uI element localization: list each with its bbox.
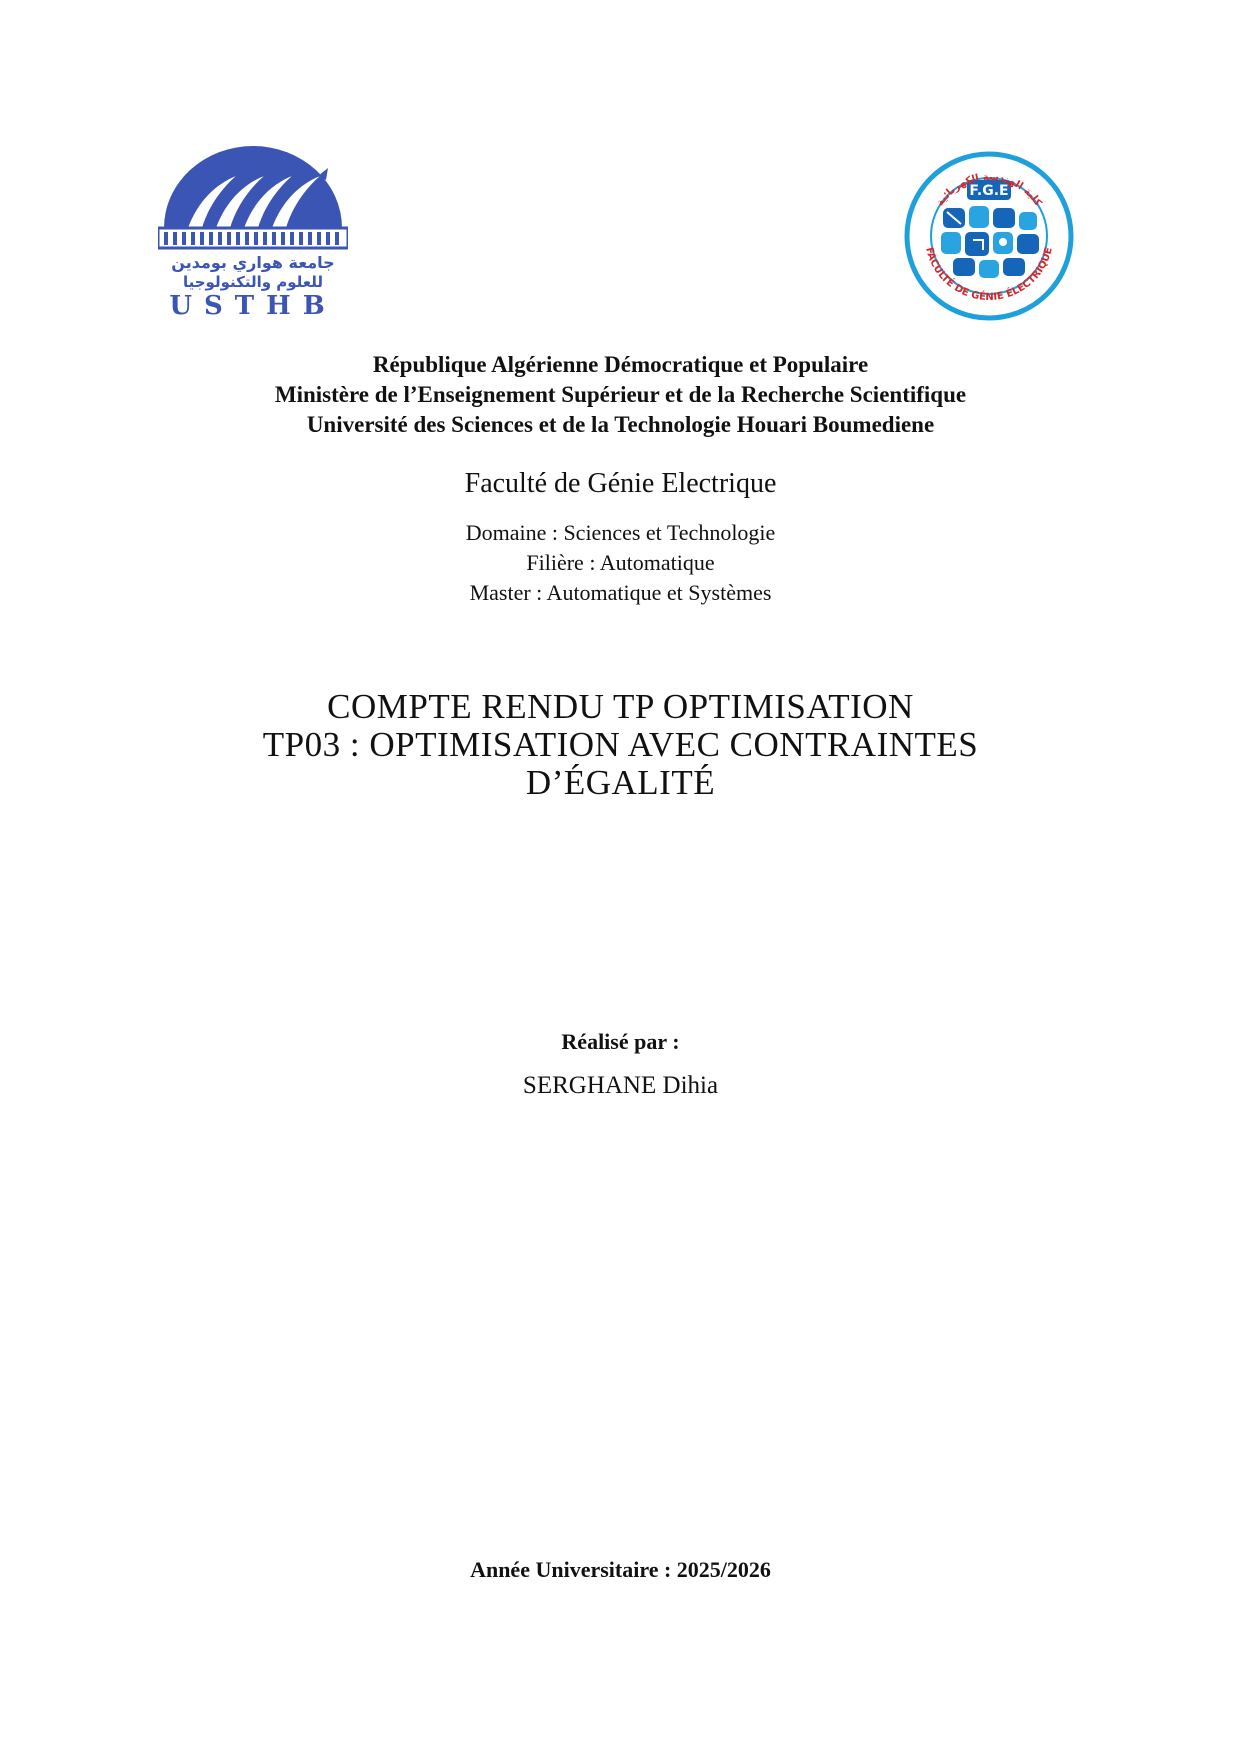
university-line: Université des Sciences et de la Technologie Houari Boumediene: [306, 412, 935, 437]
usthb-arabic-line1: جامعة هواري بومدين: [171, 253, 335, 272]
republic-line: République Algérienne Démocratique et Populaire: [372, 352, 869, 377]
faculty-name: Faculté de Génie Electrique: [464, 468, 777, 499]
institution-header: [0, 350, 1241, 440]
report-title: [0, 688, 1241, 802]
usthb-logo-icon: [158, 146, 348, 318]
author-label: Réalisé par :: [561, 1029, 680, 1054]
domaine-line: Domaine : Sciences et Technologie: [465, 520, 776, 545]
report-title-line2: TP03 : OPTIMISATION AVEC CONTRAINTES: [262, 725, 979, 764]
programme-info: [0, 518, 1241, 608]
fge-ring-text: FACULTÉ DE GÉNIE ÉLECTRIQUE: [923, 246, 1055, 304]
report-title-line1: COMPTE RENDU TP OPTIMISATION: [327, 687, 914, 726]
author-name: SERGHANE Dihia: [522, 1072, 719, 1099]
usthb-arabic-line2: للعلوم والتكنولوجيا: [182, 273, 324, 291]
usthb-acronym: USTHB: [169, 291, 337, 318]
fge-acronym: F.G.E: [969, 183, 1009, 199]
academic-year: Année Universitaire : 2025/2026: [470, 1557, 771, 1582]
ministry-line: Ministère de l’Enseignement Supérieur et de la Recherche Scientifique: [274, 382, 967, 407]
fge-arabic-ring-text: كلية الهندسة الكهربائية: [934, 171, 1044, 209]
report-title-line3: D’ÉGALITÉ: [525, 763, 716, 802]
filiere-line: Filière : Automatique: [526, 550, 715, 575]
fge-logo-icon: [903, 150, 1075, 322]
master-line: Master : Automatique et Systèmes: [469, 580, 772, 605]
